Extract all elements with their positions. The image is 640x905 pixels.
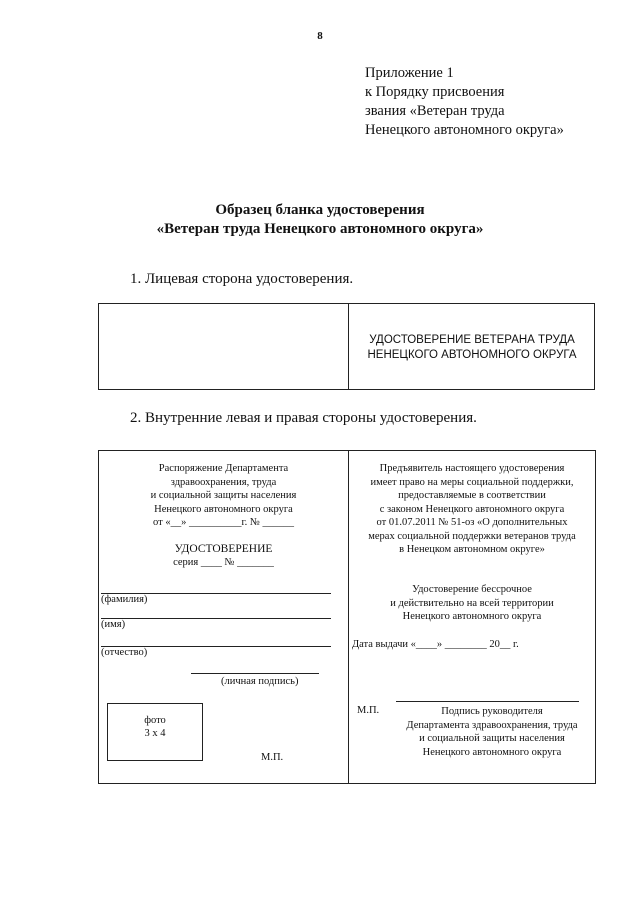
rights-line: Предъявитель настоящего удостоверения <box>379 463 565 474</box>
caption-line: и социальной защиты населения <box>419 733 565 744</box>
stamp-label: М.П. <box>261 752 284 763</box>
inner-side-form <box>98 450 596 784</box>
caption-line: Департамента здравоохранения, труда <box>406 719 578 731</box>
issue-date: Дата выдачи «____» ________ 20__ г. <box>352 639 519 650</box>
order-line: от «__» __________г. № ______ <box>153 517 294 528</box>
photo-placeholder <box>107 703 203 761</box>
rights-line: от 01.07.2011 № 51-оз «О дополнительных <box>376 517 568 528</box>
front-title-line: УДОСТОВЕРЕНИЕ ВЕТЕРАНА ТРУДА <box>369 334 575 346</box>
validity-line: Удостоверение бессрочное <box>412 584 532 595</box>
rights-text <box>349 462 595 557</box>
head-signature-caption <box>392 705 592 759</box>
section-heading-front: 1. Лицевая сторона удостоверения. <box>130 271 354 287</box>
certificate-series: серия ____ № _______ <box>173 557 274 568</box>
photo-size: 3 х 4 <box>144 728 166 739</box>
patronymic-label: (отчество) <box>101 647 148 658</box>
appendix-line: Приложение 1 <box>365 65 454 81</box>
appendix-line: к Порядку присвоения <box>365 84 505 100</box>
rights-line: мерах социальной поддержки ветеранов труда <box>368 530 576 542</box>
title-line: Образец бланка удостоверения <box>215 202 425 218</box>
title-line: «Ветеран труда Ненецкого автономного округа» <box>156 221 484 237</box>
signature-label: (личная подпись) <box>221 676 299 687</box>
rights-line: в Ненецком автономном округе» <box>399 544 545 555</box>
surname-label: (фамилия) <box>101 594 148 605</box>
certificate-title: УДОСТОВЕРЕНИЕ <box>174 543 273 555</box>
front-title-line: НЕНЕЦКОГО АВТОНОМНОГО ОКРУГА <box>367 349 577 361</box>
section-heading-inner: 2. Внутренние левая и правая стороны удостоверения. <box>130 410 477 426</box>
validity-text <box>349 583 595 624</box>
appendix-line: Ненецкого автономного округа» <box>365 122 564 138</box>
front-title <box>349 333 595 363</box>
validity-line: и действительно на всей территории <box>390 597 554 609</box>
order-line: Ненецкого автономного округа <box>154 503 293 515</box>
front-side-form <box>98 303 595 390</box>
certificate-heading <box>99 542 348 570</box>
order-reference <box>99 462 348 530</box>
stamp-label: М.П. <box>357 705 380 716</box>
document-title <box>0 201 640 239</box>
name-label: (имя) <box>101 619 126 630</box>
rights-line: с законом Ненецкого автономного округа <box>379 503 565 515</box>
appendix-line: звания «Ветеран труда <box>365 103 505 119</box>
order-line: здравоохранения, труда <box>170 476 277 488</box>
caption-line: Ненецкого автономного округа <box>422 746 562 758</box>
order-line: и социальной защиты населения <box>150 490 297 501</box>
name-line <box>101 618 331 619</box>
page-number: 8 <box>317 30 323 42</box>
order-line: Распоряжение Департамента <box>158 463 289 474</box>
caption-line: Подпись руководителя <box>441 706 543 717</box>
rights-line: предоставляемые в соответствии <box>398 490 546 501</box>
rights-line: имеет право на меры социальной поддержки, <box>370 476 574 488</box>
head-signature-line <box>396 701 579 702</box>
signature-line <box>191 673 319 674</box>
photo-label: фото <box>144 715 166 726</box>
validity-line: Ненецкого автономного округа <box>402 611 542 622</box>
appendix-note <box>365 64 564 140</box>
